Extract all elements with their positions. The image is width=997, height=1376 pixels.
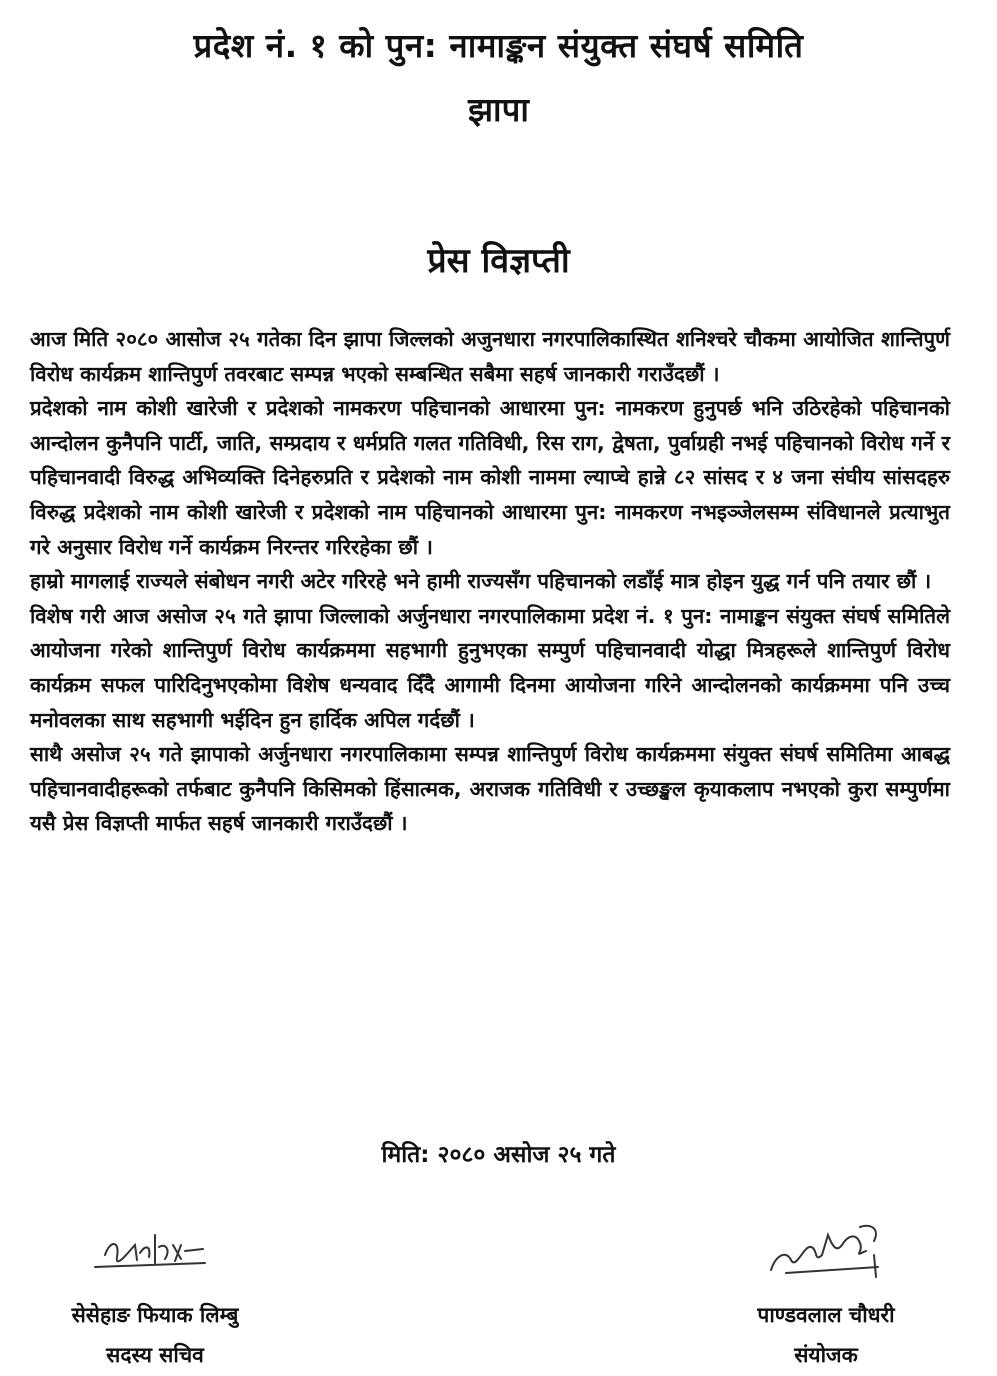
document-body	[30, 322, 950, 841]
signatory-left	[5, 1215, 305, 1375]
signatory-left-role: सदस्य सचिव	[106, 1343, 204, 1367]
organization-title: प्रदेश नं. १ को पुन: नामाङ्कन संयुक्त संघर्ष समिति	[193, 26, 804, 65]
document-date: मिति: २०८० असोज २५ गते	[381, 1142, 616, 1168]
document-heading: प्रेस विज्ञप्ती	[427, 241, 570, 281]
signature-scribble-right	[756, 1215, 896, 1285]
signatory-left-name: सेसेहाङ फियाक लिम्बु	[71, 1303, 239, 1327]
district-title: झापा	[468, 90, 529, 129]
signature-scribble-left	[85, 1215, 225, 1285]
paragraph: प्रदेशको नाम कोशी खारेजी र प्रदेशको नामकरण पहिचानको आधारमा पुन: नामकरण हुनुपर्छ भनि उठिरहेको पहिचानको आन्दोलन कुनैपनि पार्टी, जाति, सम्प्रदाय र धर्मप्रति गलत गतिविधी, रिस राग, द्वेषता, पुर्वाग्रही नभई पहिचानको विरोध गर्ने र पहिचानवादी विरुद्ध अभिव्यक्ति दिनेहरुप्रति र प्रदेशको नाम कोशी नाममा ल्याप्चे हान्ने ८२ सांसद र ४ जना संघीय सांसदहरु विरुद्ध प्रदेशको नाम कोशी खारेजी र प्रदेशको नाम पहिचानको आधारमा पुन: नामकरण नभइञ्जेलसम्म संविधानले प्रत्याभुत गरे अनुसार विरोध गर्ने कार्यक्रम निरन्तर गरिरहेका छौं ।	[30, 396, 950, 559]
signatory-right	[676, 1215, 976, 1375]
signatory-right-role: संयोजक	[794, 1343, 858, 1367]
signature-left	[5, 1215, 305, 1295]
paragraph: हाम्रो मागलाई राज्यले संबोधन नगरी अटेर गरिरहे भने हामी राज्यसँग पहिचानको लडाँई मात्र होइन युद्ध गर्न पनि तयार छौं ।	[30, 569, 932, 594]
paragraph: विशेष गरी आज असोज २५ गते झापा जिल्लाको अर्जुनधारा नगरपालिकामा प्रदेश नं. १ पुन: नामाङ्कन संयुक्त संघर्ष समितिले आयोजना गरेको शान्तिपुर्ण विरोध कार्यक्रममा सहभागी हुनुभएका सम्पुर्ण पहिचानवादी योद्धा मित्रहरूले शान्तिपुर्ण विरोध कार्यक्रम सफल पारिदिनुभएकोमा विशेष धन्यवाद दिँदै आगामी दिनमा आयोजना गरिने आन्दोलनको कार्यक्रममा पनि उच्च मनोवलका साथ सहभागी भईदिन हुन हार्दिक अपिल गर्दछौं ।	[30, 603, 950, 732]
paragraph: साथै असोज २५ गते झापाको अर्जुनधारा नगरपालिकामा सम्पन्न शान्तिपुर्ण विरोध कार्यक्रममा संयुक्त संघर्ष समितिमा आबद्ध पहिचानवादीहरूको तर्फबाट कुनैपनि किसिमको हिंसात्मक, अराजक गतिविधी र उच्छङ्खल कृयाकलाप नभएको कुरा सम्पुर्णमा यसै प्रेस विज्ञप्ती मार्फत सहर्ष जानकारी गराउँदछौं ।	[30, 742, 950, 836]
signatory-right-name: पाण्डवलाल चौधरी	[757, 1303, 895, 1327]
signature-right	[676, 1215, 976, 1295]
paragraph: आज मिति २०८० आसोज २५ गतेका दिन झापा जिल्लको अजुनधारा नगरपालिकास्थित शनिश्चरे चौकमा आयोजित शान्तिपुर्ण विरोध कार्यक्रम शान्तिपुर्ण तवरबाट सम्पन्न भएको सम्बन्धित सबैमा सहर्ष जानकारी गराउँदछौं ।	[30, 327, 950, 386]
